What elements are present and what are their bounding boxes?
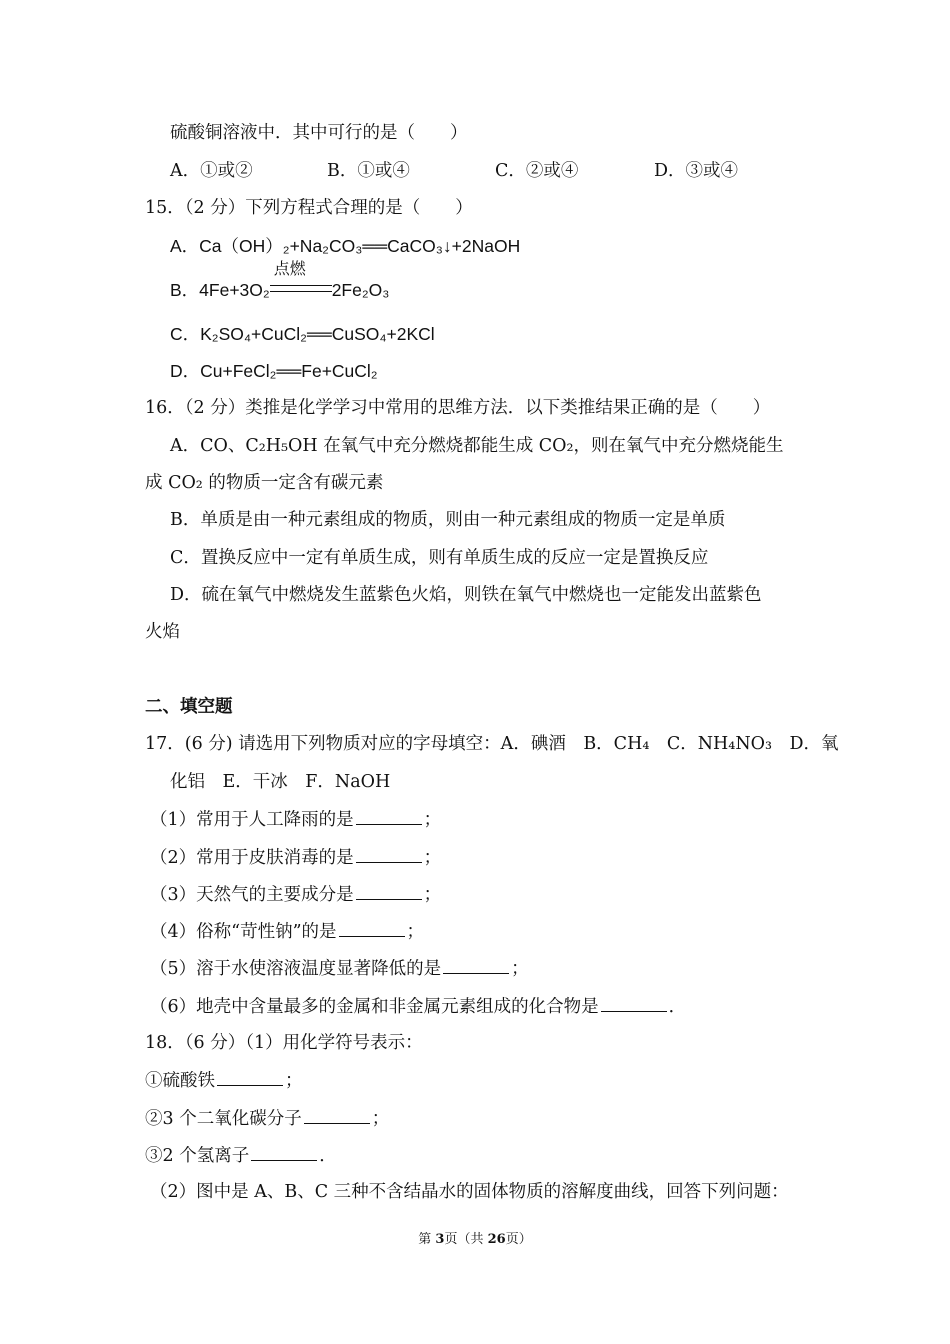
answer-blank[interactable] bbox=[339, 919, 405, 937]
answer-blank[interactable] bbox=[356, 845, 422, 863]
q14-option-a: A．①或② bbox=[170, 161, 253, 181]
q14-option-c: C．②或④ bbox=[495, 161, 579, 181]
q17-item-1-text: （1）常用于人工降雨的是 bbox=[150, 810, 354, 830]
q18-item-1-text: ①硫酸铁 bbox=[145, 1071, 215, 1091]
q18-item-1 bbox=[145, 1068, 303, 1093]
q18-item-3-text: ③2 个氢离子 bbox=[145, 1146, 250, 1166]
answer-blank[interactable] bbox=[443, 956, 509, 974]
answer-blank[interactable] bbox=[356, 807, 422, 825]
q17-item-3-text: （3）天然气的主要成分是 bbox=[150, 885, 354, 905]
q17-item-6-punct: ． bbox=[668, 997, 687, 1017]
q15-option-d: D．Cu+FeCl₂══Fe+CuCl₂ bbox=[170, 361, 378, 381]
q14-option-d: D．③或④ bbox=[654, 161, 739, 181]
q17-item-2-text: （2）常用于皮肤消毒的是 bbox=[150, 848, 354, 868]
q17-item-5-punct: ； bbox=[511, 959, 529, 979]
footer-middle: 页（共 bbox=[444, 1232, 488, 1247]
q18-stem: 18．（6 分）（1）用化学符号表示： bbox=[145, 1033, 423, 1053]
q15-stem: 15．（2 分）下列方程式合理的是（ ） bbox=[145, 198, 473, 218]
q14-continuation: 硫酸铜溶液中．其中可行的是（ ） bbox=[170, 123, 468, 143]
q17-stem-line2: 化铝 E．干冰 F．NaOH bbox=[170, 772, 391, 792]
q17-item-4-text: （4）俗称“苛性钠”的是 bbox=[150, 922, 337, 942]
q18-item-3-punct: ． bbox=[319, 1146, 337, 1166]
q17-stem-line1: 17．(6 分) 请选用下列物质对应的字母填空：A．碘酒 B．CH₄ C．NH₄NO₃ D．氧 bbox=[145, 734, 839, 754]
q15-b-products: 2Fe₂O₃ bbox=[331, 280, 390, 300]
q17-item-5-text: （5）溶于水使溶液温度显著降低的是 bbox=[150, 959, 442, 979]
footer-suffix: 页） bbox=[505, 1232, 532, 1247]
q18-part2: （2）图中是 A、B、C 三种不含结晶水的固体物质的溶解度曲线，回答下列问题： bbox=[150, 1182, 789, 1202]
footer-prefix: 第 bbox=[418, 1232, 436, 1247]
q16-option-b: B．单质是由一种元素组成的物质，则由一种元素组成的物质一定是单质 bbox=[170, 510, 726, 530]
q18-item-2-punct: ； bbox=[371, 1109, 390, 1129]
q18-item-2 bbox=[145, 1106, 389, 1131]
q15-option-a: A．Ca（OH）₂+Na₂CO₃══CaCO₃↓+2NaOH bbox=[170, 236, 521, 256]
answer-blank[interactable] bbox=[601, 994, 667, 1012]
q17-item-1-punct: ； bbox=[423, 810, 442, 830]
page-total: 26 bbox=[487, 1232, 506, 1247]
q16-option-c: C．置换反应中一定有单质生成，则有单质生成的反应一定是置换反应 bbox=[170, 548, 709, 568]
q17-item-4-punct: ； bbox=[406, 922, 425, 942]
q17-item-6-text: （6）地壳中含量最多的金属和非金属元素组成的化合物是 bbox=[150, 997, 599, 1017]
q16-stem: 16．（2 分）类推是化学学习中常用的思维方法．以下类推结果正确的是（ ） bbox=[145, 398, 771, 418]
q16-option-d-line1: D．硫在氧气中燃烧发生蓝紫色火焰，则铁在氧气中燃烧也一定能发出蓝紫色 bbox=[170, 585, 762, 605]
q17-item-3-punct: ； bbox=[423, 885, 442, 905]
page-footer bbox=[0, 1228, 950, 1247]
double-line-sign bbox=[270, 285, 332, 292]
answer-blank[interactable] bbox=[304, 1106, 370, 1124]
q15-option-b bbox=[170, 261, 390, 302]
q18-item-3 bbox=[145, 1143, 337, 1168]
q17-item-2-punct: ； bbox=[423, 848, 442, 868]
q17-item-4 bbox=[150, 919, 424, 944]
q15-b-condition-label: 点燃 bbox=[273, 261, 306, 278]
q15-b-reactants: B．4Fe+3O₂ bbox=[170, 280, 270, 300]
q14-option-b: B．①或④ bbox=[327, 161, 410, 181]
q16-option-a-line2: 成 CO₂ 的物质一定含有碳元素 bbox=[145, 473, 384, 493]
q17-item-3 bbox=[150, 882, 441, 907]
q15-b-condition bbox=[270, 261, 332, 302]
section-title: 二、填空题 bbox=[145, 697, 233, 717]
answer-blank[interactable] bbox=[251, 1143, 317, 1161]
q17-item-2 bbox=[150, 845, 441, 870]
page-number: 3 bbox=[435, 1232, 445, 1247]
answer-blank[interactable] bbox=[217, 1068, 283, 1086]
q17-item-5 bbox=[150, 956, 529, 981]
q16-option-d-line2: 火焰 bbox=[145, 622, 180, 642]
q18-item-1-punct: ； bbox=[285, 1071, 303, 1091]
answer-blank[interactable] bbox=[356, 882, 422, 900]
q17-item-1 bbox=[150, 807, 441, 832]
q17-item-6 bbox=[150, 994, 686, 1019]
q18-item-2-text: ②3 个二氧化碳分子 bbox=[145, 1109, 302, 1129]
q16-option-a-line1: A．CO、C₂H₅OH 在氧气中充分燃烧都能生成 CO₂，则在氧气中充分燃烧能生 bbox=[170, 436, 784, 456]
q15-option-c: C．K₂SO₄+CuCl₂══CuSO₄+2KCl bbox=[170, 324, 435, 344]
